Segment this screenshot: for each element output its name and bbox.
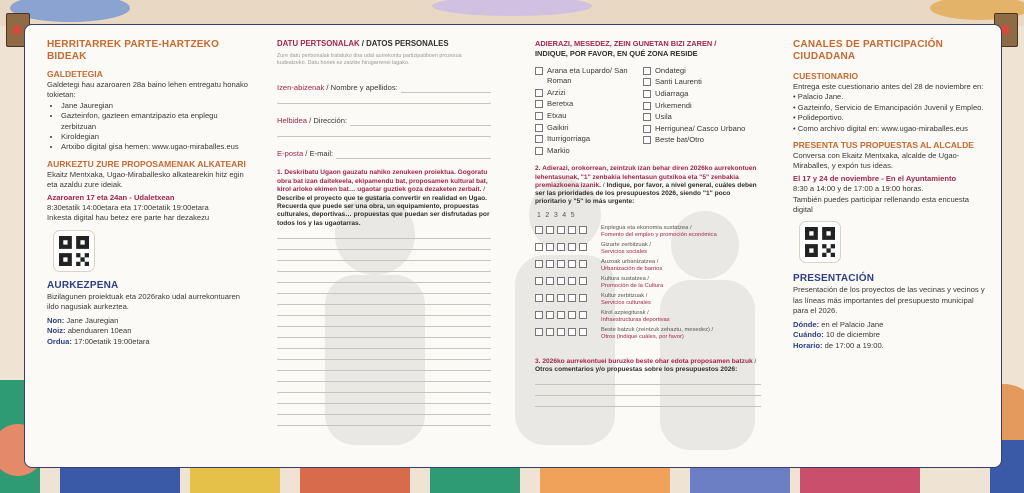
zone-option[interactable] [535, 123, 643, 133]
questionnaire-title: GALDETEGIA [47, 69, 103, 79]
location-item: • Gazteinfon, gazteen emantzipazio eta enplegu zerbitzuan [61, 111, 252, 132]
zone-checkbox[interactable] [643, 78, 651, 86]
zone-question-title: ADIERAZI, MESEDEZ, ZEIN GUNETAN BIZI ZAREN / INDIQUE, POR FAVOR, EN QUÉ ZONA RESIDE [535, 39, 717, 59]
priority-label [601, 310, 670, 324]
zone-checkbox[interactable] [643, 136, 651, 144]
location-item: • Artxibo digital gisa hemen: www.ugao-miraballes.eus [61, 142, 252, 152]
zone-option[interactable] [643, 112, 751, 122]
location-item: • Palacio Jane. [793, 92, 844, 102]
column-zones-priorities [535, 39, 761, 407]
qr-code-icon [805, 227, 835, 257]
priority-label-es: Servicios culturales [601, 299, 651, 306]
address-field-line[interactable] [277, 126, 491, 137]
zone-option[interactable] [535, 146, 643, 156]
priority-checkbox[interactable] [568, 294, 576, 302]
presentation-where-eu: Non: Jane Jauregian [47, 315, 119, 325]
zone-option[interactable] [643, 135, 751, 145]
mayor-meeting-date: Azaroaren 17 eta 24an - Udaletxean [47, 192, 175, 202]
priority-checkbox[interactable] [568, 243, 576, 251]
priority-checkbox[interactable] [535, 311, 543, 319]
zone-option[interactable] [535, 134, 643, 144]
questionnaire-locations [47, 101, 252, 153]
location-item: • Como archivo digital en: www.ugao-miraballes.eus [793, 123, 968, 133]
priority-rating-boxes [535, 260, 601, 268]
presentation-where-es: Dónde: en el Palacio Jane [793, 319, 884, 329]
priority-rating-boxes [535, 277, 601, 285]
priority-label-eu: Beste batzuk (zeintzuk zehaztu, mesedez) / [601, 326, 714, 333]
priority-checkbox[interactable] [546, 311, 554, 319]
priority-checkbox[interactable] [546, 243, 554, 251]
scale-number: 4 [562, 212, 567, 220]
priority-checkbox[interactable] [546, 294, 554, 302]
location-item: • Jane Jauregian [61, 101, 252, 111]
zone-label: Beretxa [547, 99, 574, 109]
zone-checkbox[interactable] [643, 67, 651, 75]
zone-label: Ondategi [655, 65, 686, 75]
question-2: 2. Adierazi, orokorrean, zeintzuk izan behar diren 2026ko aurrekontuen lehentasunak, "1" zenbakia lehentasun gutxikoa eta "5" zenbakia premiazkoena izanik. / Indique, por favor, a nivel general, cuáles deben ser las prioridades de los presupuestos 2026, siendo "1" poco prioritario y "5" lo más urgente: [535, 165, 757, 206]
zone-label: Arana eta Lupardo/ San Roman [547, 65, 628, 86]
survey-qr-code[interactable] [53, 230, 95, 272]
scale-number: 5 [570, 212, 575, 220]
zone-option[interactable] [643, 66, 751, 76]
priority-checkbox[interactable] [535, 277, 543, 285]
priority-checkbox[interactable] [568, 226, 576, 234]
priority-checkbox[interactable] [557, 243, 565, 251]
presentation-time-es: Horario: de 17:00 a 19:00. [793, 340, 884, 350]
zone-label: Urkemendi [655, 100, 692, 110]
zone-label: Santi Laurenti [655, 77, 702, 87]
priority-label [601, 225, 717, 239]
scale-number: 1 [537, 212, 541, 220]
zone-label: Usila [655, 112, 672, 122]
priority-checkbox[interactable] [535, 260, 543, 268]
priority-checkbox[interactable] [568, 277, 576, 285]
mayor-proposals-title-es: PRESENTA TUS PROPUESTAS AL ALCALDE [793, 140, 974, 151]
priority-label-es: Promoción de la Cultura [601, 282, 664, 289]
priority-checkbox[interactable] [546, 260, 554, 268]
priority-checkbox[interactable] [579, 277, 587, 285]
zone-checkbox[interactable] [643, 125, 651, 133]
name-field[interactable]: Izen-abizenak / Nombre y apellidos: [277, 71, 491, 93]
location-item: • Kiroldegian [61, 132, 252, 142]
priority-rating-boxes [535, 311, 601, 319]
priority-label-es: Infraestructuras deportivas [601, 316, 670, 323]
zone-checkbox[interactable] [535, 67, 543, 75]
mayor-proposals-title: AURKEZTU ZURE PROPOSAMENAK ALKATEARI [47, 158, 246, 169]
presentation-text-es: Presentación de los proyectos de las vecinas y vecinos y las líneas más importantes del presupuesto municipal para el 2026. [793, 285, 985, 316]
priority-rating-boxes [535, 328, 601, 336]
priority-checkbox[interactable] [557, 277, 565, 285]
priority-checkbox[interactable] [557, 311, 565, 319]
zone-checkbox[interactable] [535, 112, 543, 120]
priority-label [601, 259, 662, 273]
mayor-meeting-date-es: El 17 y 24 de noviembre - En el Ayuntamiento [793, 173, 957, 183]
zone-label: Gaikiri [547, 122, 569, 132]
zone-label: Markio [547, 145, 570, 155]
zone-checkbox[interactable] [535, 89, 543, 97]
priority-checkbox[interactable] [557, 260, 565, 268]
priority-checkbox[interactable] [557, 226, 565, 234]
location-item: • Gazteinfo, Servicio de Emancipación Juvenil y Empleo. [793, 102, 984, 112]
priority-rating-boxes [535, 243, 601, 251]
priority-row [535, 242, 761, 259]
zone-option[interactable] [535, 66, 643, 87]
scale-number: 2 [545, 212, 550, 220]
priority-checkbox[interactable] [535, 226, 543, 234]
zone-checkbox[interactable] [535, 147, 543, 155]
participation-form-sheet [24, 24, 1002, 468]
questionnaire-intro-es: Entrega este cuestionario antes del 28 de noviembre en: [793, 82, 984, 91]
priority-label-eu: Enplegua eta ekonomia sustatzea / [601, 224, 692, 231]
column-personal-data [277, 39, 491, 426]
questionnaire-intro: Galdetegi hau azaroaren 28a baino lehen entregatu honako tokietan: [47, 80, 248, 100]
priority-checkbox[interactable] [535, 328, 543, 336]
priority-checkbox[interactable] [557, 328, 565, 336]
online-survey-text-es: También puedes participar rellenando esta encuesta digital [793, 194, 970, 215]
mayor-proposals-text: Ekaitz Mentxaka, Ugao-Miraballesko alkatearekin hitz egin eta azaldu zure ideiak. [47, 169, 244, 190]
email-field[interactable]: E-posta / E-mail: [277, 137, 491, 159]
priority-checkbox[interactable] [568, 328, 576, 336]
channels-title-es: CANALES DE PARTICIPACIÓN CIUDADANA [793, 39, 943, 62]
priority-rating-list [535, 225, 761, 344]
priority-checkbox[interactable] [546, 226, 554, 234]
priority-rating-boxes [535, 294, 601, 302]
priority-label-es: Fomento del empleo y promoción económica [601, 231, 717, 238]
zone-option[interactable] [643, 89, 751, 99]
priority-label-eu: Kirol azpiegiturak / [601, 309, 649, 316]
question-3: 3. 2026ko aurrekontuei buruzko beste ohar edota proposamen batzuk / Otros comentarios y/o propuestas sobre los presupuestos 2026: [535, 357, 757, 373]
mayor-meeting-hours-es: 8:30 a 14:00 y de 17:00 a 19:00 horas. [793, 184, 924, 194]
zone-option[interactable] [643, 101, 751, 111]
channels-title: HERRITARREK PARTE-HARTZEKO BIDEAK [47, 39, 220, 62]
priority-checkbox[interactable] [579, 294, 587, 302]
zone-checkbox[interactable] [643, 102, 651, 110]
online-survey-text: Inkesta digital hau betez ere parte har dezakezu [47, 213, 210, 223]
presentation-when-es: Cuándo: 10 de diciembre [793, 330, 880, 340]
priority-checkbox[interactable] [579, 328, 587, 336]
priority-checkbox[interactable] [568, 260, 576, 268]
presentation-when-eu: Noiz: abenduaren 10ean [47, 326, 132, 336]
questionnaire-title-es: CUESTIONARIO [793, 71, 859, 81]
scale-number: 3 [553, 212, 558, 220]
address-field[interactable]: Helbidea / Dirección: [277, 104, 491, 126]
priority-row [535, 327, 761, 344]
survey-qr-code-es[interactable] [799, 221, 841, 263]
qr-code-icon [59, 236, 89, 266]
privacy-fine-print: Zure datu pertsonalak tratatuko dira udal aurrekontu partizipatiboen prozesua kudeatzeko. Datu horiek ez zaizkie hirugarrenei lagako. [277, 53, 462, 67]
presentation-text-eu: Bizilagunen proiektuak eta 2026rako udal aurrekontuaren ildo nagusiak aurkeztea. [47, 291, 240, 312]
zone-checkbox[interactable] [643, 113, 651, 121]
priority-row [535, 225, 761, 242]
priority-row [535, 310, 761, 327]
zone-label: Beste bat/Otro [655, 135, 704, 145]
priority-checkbox[interactable] [535, 294, 543, 302]
priority-checkbox[interactable] [579, 311, 587, 319]
priority-label-es: Urbanización de barrios [601, 265, 663, 272]
priority-label [601, 242, 651, 256]
priority-checkbox[interactable] [579, 226, 587, 234]
zone-checkbox[interactable] [535, 135, 543, 143]
priority-row [535, 276, 761, 293]
priority-label-es: Otros (indique cuáles, por favor) [601, 333, 684, 340]
zone-option[interactable] [535, 88, 643, 98]
zone-option[interactable] [643, 77, 751, 87]
zone-checkbox-list [535, 66, 761, 158]
priority-label-eu: Auzoak urbanizatzea / [601, 258, 659, 265]
priority-checkbox[interactable] [546, 277, 554, 285]
zone-label: Arzizi [547, 87, 566, 97]
zone-checkbox[interactable] [643, 90, 651, 98]
priority-scale-numbers [537, 211, 761, 221]
zone-checkbox[interactable] [535, 124, 543, 132]
mayor-meeting-hours: 8:30etatik 14:00etara eta 17:00etatik 19:00etara [47, 203, 209, 213]
priority-label [601, 293, 651, 307]
presentation-title-es: PRESENTACIÓN [793, 273, 875, 285]
zone-option[interactable] [535, 99, 643, 109]
zone-option[interactable] [535, 111, 643, 121]
priority-label-eu: Kultura sustatzea / [601, 275, 650, 282]
priority-label-eu: Gizarte zerbitzuak / [601, 241, 651, 248]
priority-checkbox[interactable] [546, 328, 554, 336]
question-3-answer-lines[interactable] [535, 374, 761, 407]
questionnaire-locations-es [793, 92, 989, 134]
mayor-proposals-text-es: Conversa con Ekaitz Mentxaka, alcalde de Ugao-Miraballes, y expón tus ideas. [793, 151, 960, 171]
priority-label [601, 276, 663, 290]
priority-checkbox[interactable] [557, 294, 565, 302]
priority-row [535, 293, 761, 310]
priority-label-es: Servicios sociales [601, 248, 648, 255]
zone-checkbox[interactable] [535, 100, 543, 108]
zone-label: Iturrigorriaga [547, 134, 591, 144]
name-field-line[interactable] [277, 93, 491, 104]
question-1-answer-lines[interactable] [277, 228, 491, 426]
priority-rating-boxes [535, 226, 601, 234]
priority-label-eu: Kultur zerbitzuak / [601, 292, 648, 299]
priority-checkbox[interactable] [535, 243, 543, 251]
zone-option[interactable] [643, 124, 751, 134]
location-item: • Polideportivo. [793, 113, 844, 123]
priority-checkbox[interactable] [568, 311, 576, 319]
priority-label [601, 327, 713, 341]
presentation-time-eu: Ordua: 17:00etatik 19:00etara [47, 336, 150, 346]
priority-checkbox[interactable] [579, 260, 587, 268]
priority-checkbox[interactable] [579, 243, 587, 251]
priority-row [535, 259, 761, 276]
zone-label: Etxau [547, 111, 567, 120]
zone-label: Udiarraga [655, 89, 689, 98]
zone-label: Herrigunea/ Casco Urbano [655, 123, 746, 133]
question-1: 1. Deskribatu Ugaon gauzatu nahiko zenukeen proiektua. Gogoratu obra bat izan daitekeela, ekipamendu bat, proposamen kultural bat, kirol arloko ekimen bat… ugaotar guztiek goza dezaketen zerbait. / Describe el proyecto que te gustaría convertir en realidad en Ugao. Recuerda que puede ser una obra, un equipamiento, propuestas culturales, deportivas… propuestas que puedan ser disfrutadas por todos los y las ugaotarras. [277, 169, 490, 227]
column-spanish-channels [793, 39, 989, 351]
personal-data-title: DATU PERTSONALAK / DATOS PERSONALES [277, 39, 449, 48]
column-basque-channels [47, 39, 252, 347]
presentation-title-eu: AURKEZPENA [47, 279, 119, 291]
